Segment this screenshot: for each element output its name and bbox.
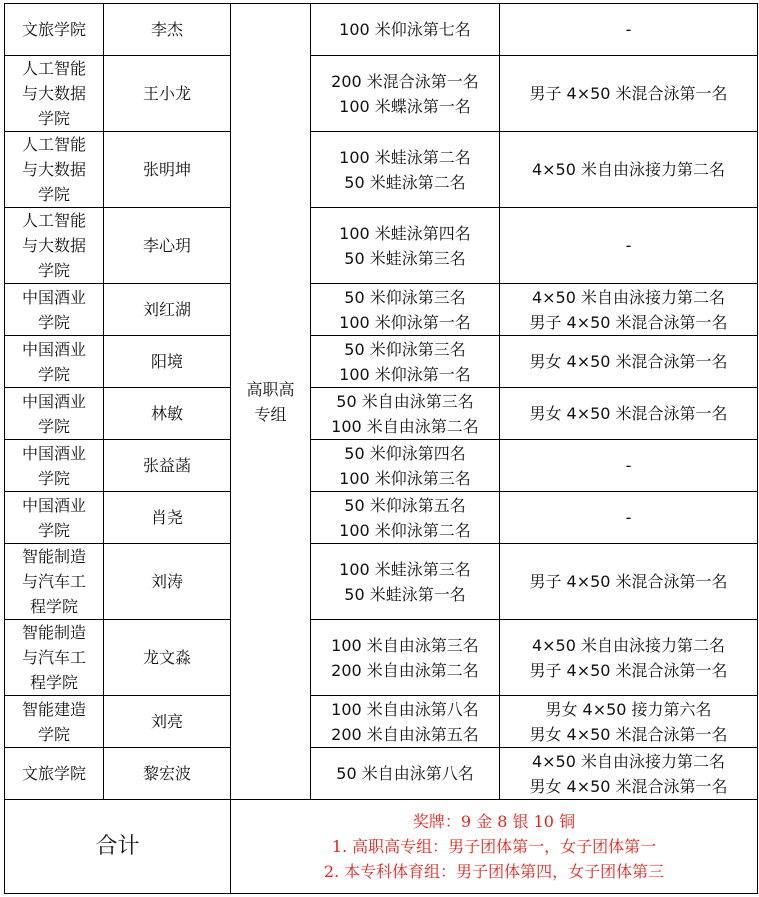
individual-results [311,336,500,388]
individual-result: 100 米仰泳第一名 [339,364,471,384]
athlete-name: 王小龙 [104,56,231,132]
college-cell [5,544,104,620]
college-line: 学院 [37,468,70,488]
athlete-name: 肖尧 [104,492,231,544]
individual-result: 200 米混合泳第一名 [331,71,479,91]
team-result: 男子 4×50 米混合泳第一名 [529,660,728,680]
table-row [5,440,758,492]
athlete-name: 龙文淼 [104,620,231,696]
team-results [500,620,758,696]
total-label: 合计 [5,800,231,894]
college-line: 学院 [37,724,70,744]
college-cell [5,208,104,284]
athlete-name: 刘涛 [104,544,231,620]
college-cell [5,748,104,800]
team-result: 4×50 米自由泳接力第二名 [531,160,726,179]
athlete-name: 刘亮 [104,696,231,748]
college-line: 学院 [37,416,70,436]
college-line: 与大数据 [21,160,86,179]
college-line: 学院 [37,312,70,332]
team-results [500,492,758,544]
table-row [5,284,758,336]
college-line: 程学院 [29,673,78,692]
table-row [5,696,758,748]
team-result: 4×50 米自由泳接力第二名 [531,751,726,771]
college-line: 人工智能 [21,135,86,154]
individual-result: 50 米蛙泳第三名 [344,248,466,268]
athlete-name: 林敏 [104,388,231,440]
team-ranking-vocational: 1. 高职高专组：男子团体第一，女子团体第一 [331,837,657,856]
table-row [5,208,758,284]
college-line: 智能制造 [21,623,86,642]
team-result: 男女 4×50 米混合泳第一名 [529,724,728,744]
team-result: 男子 4×50 米混合泳第一名 [529,84,728,103]
individual-result: 100 米自由泳第三名 [331,635,479,655]
individual-result: 100 米自由泳第八名 [331,699,479,719]
individual-result: 50 米仰泳第五名 [344,495,466,515]
total-summary [231,800,758,894]
individual-result: 50 米仰泳第三名 [344,287,466,307]
table-row [5,748,758,800]
team-result: 4×50 米自由泳接力第二名 [531,287,726,307]
individual-results [311,440,500,492]
team-result: 男女 4×50 米混合泳第一名 [529,404,728,423]
individual-result: 50 米自由泳第三名 [336,391,474,411]
athlete-name: 张益菡 [104,440,231,492]
college-line: 学院 [37,185,70,204]
team-result: - [625,508,632,527]
college-line: 学院 [37,520,70,540]
individual-result: 50 米蛙泳第一名 [344,584,466,604]
individual-results [311,132,500,208]
college-line: 与大数据 [21,236,86,255]
athlete-name: 李杰 [104,4,231,56]
individual-results [311,696,500,748]
college-line: 人工智能 [21,211,86,230]
college-line: 中国酒业 [21,287,86,307]
individual-results [311,388,500,440]
college-cell [5,492,104,544]
college-line: 文旅学院 [21,20,86,39]
table-row [5,544,758,620]
group-cell [231,4,311,800]
individual-result: 100 米蝶泳第一名 [339,96,471,116]
college-cell [5,696,104,748]
college-line: 学院 [37,261,70,280]
individual-result: 50 米蛙泳第二名 [344,172,466,192]
team-results [500,56,758,132]
individual-results [311,284,500,336]
team-results [500,544,758,620]
individual-result: 100 米仰泳第一名 [339,312,471,332]
team-result: 男子 4×50 米混合泳第一名 [529,572,728,591]
individual-results [311,544,500,620]
team-result: - [625,456,632,475]
team-results [500,388,758,440]
individual-result: 100 米仰泳第七名 [339,20,471,39]
college-cell [5,56,104,132]
college-line: 智能建造 [21,699,86,719]
team-results [500,132,758,208]
individual-results [311,4,500,56]
individual-result: 100 米蛙泳第四名 [339,223,471,243]
table-row [5,388,758,440]
college-line: 与汽车工 [21,572,86,591]
team-results [500,748,758,800]
athlete-name: 阳境 [104,336,231,388]
athlete-name: 张明坤 [104,132,231,208]
table-row [5,336,758,388]
team-result: - [625,236,632,255]
individual-results [311,492,500,544]
medal-summary: 奖牌：9 金 8 银 10 铜 [412,812,576,831]
team-results [500,440,758,492]
team-result: 男子 4×50 米混合泳第一名 [529,312,728,332]
team-result: 男女 4×50 接力第六名 [545,699,712,719]
college-line: 学院 [37,364,70,384]
individual-results [311,620,500,696]
table-row [5,492,758,544]
team-results [500,284,758,336]
college-cell [5,132,104,208]
college-cell [5,620,104,696]
group-label: 高职高 专组 [246,379,295,424]
individual-results [311,748,500,800]
team-results [500,4,758,56]
team-result: - [625,20,632,39]
individual-results [311,208,500,284]
individual-result: 200 米自由泳第五名 [331,724,479,744]
college-cell [5,4,104,56]
team-results [500,208,758,284]
college-line: 学院 [37,109,70,128]
table-row [5,4,758,56]
individual-result: 100 米仰泳第二名 [339,520,471,540]
college-cell [5,284,104,336]
college-cell [5,336,104,388]
table-row [5,620,758,696]
individual-result: 50 米自由泳第八名 [336,764,474,783]
athlete-name: 黎宏波 [104,748,231,800]
individual-result: 100 米蛙泳第三名 [339,559,471,579]
individual-results [311,56,500,132]
individual-result: 100 米自由泳第二名 [331,416,479,436]
individual-result: 50 米仰泳第四名 [344,443,466,463]
athlete-name: 刘红湖 [104,284,231,336]
college-line: 中国酒业 [21,443,86,463]
team-ranking-sports: 2. 本专科体育组：男子团体第四，女子团体第三 [323,862,665,881]
athlete-name: 李心玥 [104,208,231,284]
college-line: 文旅学院 [21,764,86,783]
individual-result: 100 米仰泳第三名 [339,468,471,488]
individual-result: 100 米蛙泳第二名 [339,147,471,167]
results-table [4,3,758,894]
table-row [5,132,758,208]
college-line: 中国酒业 [21,339,86,359]
college-cell [5,388,104,440]
college-line: 中国酒业 [21,391,86,411]
team-results [500,336,758,388]
college-line: 中国酒业 [21,495,86,515]
total-row [5,800,758,894]
individual-result: 50 米仰泳第三名 [344,339,466,359]
individual-result: 200 米自由泳第二名 [331,660,479,680]
college-line: 与大数据 [21,84,86,103]
team-result: 4×50 米自由泳接力第二名 [531,635,726,655]
college-line: 与汽车工 [21,648,86,667]
college-line: 智能制造 [21,547,86,566]
college-cell [5,440,104,492]
college-line: 人工智能 [21,59,86,78]
college-line: 程学院 [29,597,78,616]
table-row [5,56,758,132]
team-result: 男女 4×50 米混合泳第一名 [529,352,728,371]
team-result: 男女 4×50 米混合泳第一名 [529,776,728,796]
team-results [500,696,758,748]
